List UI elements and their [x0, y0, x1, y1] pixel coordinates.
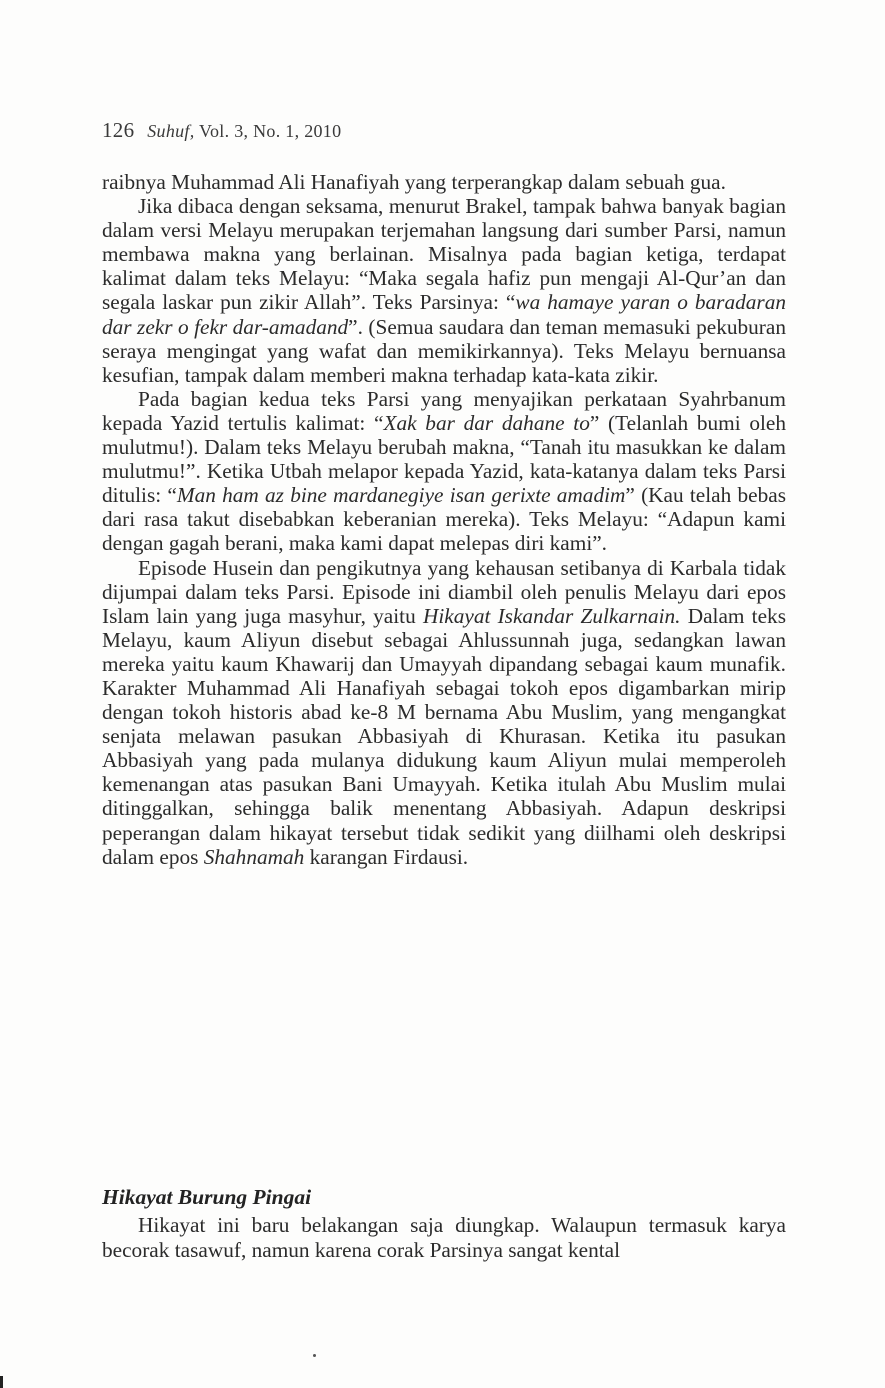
- running-header: [102, 118, 341, 143]
- persian-quote-3: Man ham az bine mardanegiye isan gerixte amadim: [176, 483, 626, 508]
- paragraph-1-text: raibnya Muhammad Ali Hanafiyah yang terperangkap dalam sebuah gua.: [102, 170, 726, 194]
- persian-quote-1: wa hamaye yaran o baradaran dar zekr o fekr dar-amadand: [102, 290, 786, 339]
- paragraph-4-text-c: karangan Firdausi.: [304, 844, 469, 869]
- section-heading: Hikayat Burung Pingai: [102, 1185, 312, 1209]
- paragraph-3-text-a: Pada bagian kedua teks Parsi yang menyajikan perkataan Syahrbanum kepada Yazid tertulis kalimat: “: [102, 386, 786, 435]
- paragraph-2: [102, 194, 786, 387]
- paragraph-3-text-c: ” (Kau telah bebas dari rasa takut disebabkan keberanian mereka). Teks Melayu: “Adapun kami dengan gagah berani, maka kami dapat melepas diri kami”.: [102, 483, 786, 556]
- article-body: [102, 170, 786, 869]
- journal-issue: Vol. 3, No. 1, 2010: [199, 121, 342, 141]
- paragraph-3: [102, 387, 786, 556]
- paragraph-3-text-b: ” (Telanlah bumi oleh mulutmu!). Dalam teks Melayu berubah makna, “Tanah itu masukkan ke dalam mulutmu!”. Ketika Utbah melapor kepada Yazid, kata-katanya dalam teks Parsi ditulis: “: [102, 410, 786, 508]
- scan-edge-mark: [0, 1376, 3, 1388]
- paragraph-2-text-b: ”. (Semua saudara dan teman memasuki pekuburan seraya mengingat yang wafat dan memikirkannya). Teks Melayu bernuansa kesufian, tampak dalam memberi makna terhadap kata-kata zikir.: [102, 314, 786, 387]
- paragraph-4: [102, 556, 786, 869]
- paragraph-1: [102, 170, 786, 194]
- section-body: [102, 1213, 786, 1262]
- persian-quote-2: Xak bar dar dahane to: [383, 410, 590, 435]
- title-iskandar-zulkarnain: Hikayat Iskandar Zulkarnain.: [422, 603, 681, 628]
- paragraph-4-text-b: Dalam teks Melayu, kaum Aliyun disebut sebagai Ahlussunnah juga, sedangkan lawan mereka yaitu kaum Khawarij dan Umayyah dipandang sebagai kaum munafik. Karakter Muhammad Ali Hanafiyah sebagai tokoh epos digambarkan mirip dengan tokoh historis abad ke-8 M bernama Abu Muslim, yang mengangkat senjata melawan pasukan Abbasiyah di Khurasan. Ketika itu pasukan Abbasiyah yang pada mulanya didukung kaum Aliyun mulai memperoleh kemenangan atas pasukan Bani Umayyah. Ketika itulah Abu Muslim mulai ditinggalkan, sehingga balik menentang Abbasiyah. Adapun deskripsi peperangan dalam hikayat tersebut tidak sedikit yang diilhami oleh deskripsi dalam epos: [102, 603, 786, 869]
- title-shahnamah: Shahnamah: [203, 844, 305, 869]
- paragraph-4-text-a: Episode Husein dan pengikutnya yang kehausan setibanya di Karbala tidak dijumpai dalam teks Parsi. Episode ini diambil oleh penulis Melayu dari epos Islam lain yang juga masyhur, yaitu: [102, 555, 786, 628]
- scan-speck: [313, 1354, 316, 1357]
- page-number: 126: [102, 118, 135, 142]
- paragraph-2-text-a: Jika dibaca dengan seksama, menurut Brakel, tampak bahwa banyak bagian dalam versi Melayu merupakan terjemahan langsung dari sumber Parsi, namun membawa makna yang berlainan. Misalnya pada bagian ketiga, terdapat kalimat dalam teks Melayu: “Maka segala hafiz pun mengaji Al-Qur’an dan segala laskar pun zikir Allah”. Teks Parsinya: “: [102, 194, 786, 315]
- journal-name: Suhuf,: [147, 121, 195, 141]
- section-paragraph: Hikayat ini baru belakangan saja diungkap. Walaupun termasuk karya becorak tasawuf, namun karena corak Parsinya sangat kental: [102, 1213, 786, 1262]
